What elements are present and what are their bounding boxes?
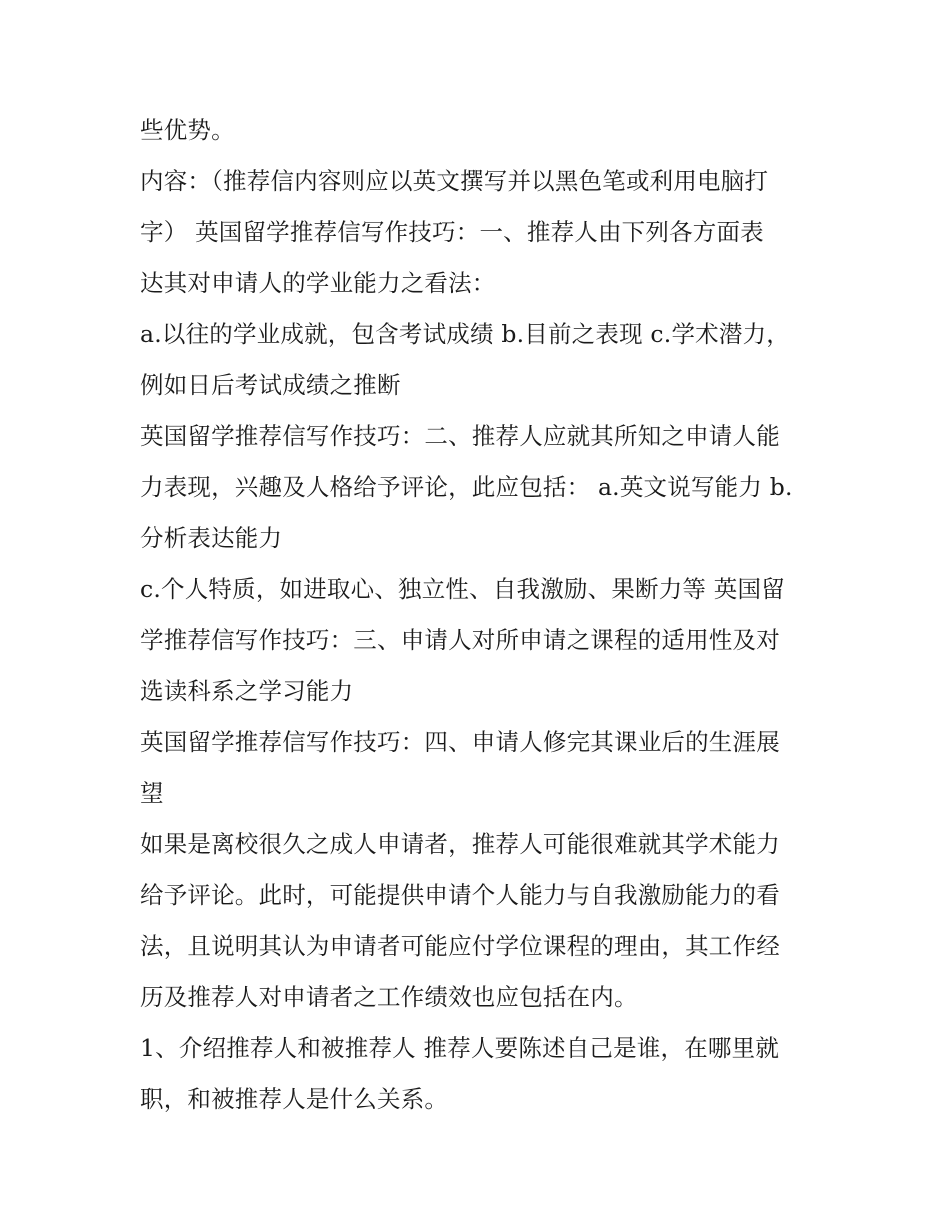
text-line: 英国留学推荐信写作技巧：二、推荐人应就其所知之申请人能: [140, 422, 780, 450]
text-line: 选读科系之学习能力: [140, 677, 354, 705]
text-line: 内容：（推荐信内容则应以英文撰写并以黑色笔或利用电脑打: [140, 167, 769, 195]
text-line: 力表现，兴趣及人格给予评论，此应包括： a.英文说写能力 b.: [140, 473, 793, 501]
text-line: 例如日后考试成绩之推断: [140, 371, 401, 399]
text-line: 学推荐信写作技巧：三、申请人对所申请之课程的适用性及对: [140, 626, 780, 654]
text-line: 分析表达能力: [140, 524, 283, 552]
text-line: 给予评论。此时，可能提供申请个人能力与自我激励能力的看: [140, 881, 780, 909]
text-line: 职，和被推荐人是什么关系。: [140, 1085, 449, 1113]
text-line: 历及推荐人对申请者之工作绩效也应包括在内。: [140, 983, 638, 1011]
document-body: [140, 105, 820, 1125]
text-line: 达其对申请人的学业能力之看法：: [140, 269, 496, 297]
text-line: 望: [140, 779, 164, 807]
text-line: 些优势。: [140, 116, 235, 144]
text-line: 法，且说明其认为申请者可能应付学位课程的理由，其工作经: [140, 932, 780, 960]
text-line: a.以往的学业成就，包含考试成绩 b.目前之表现 c.学术潜力，: [140, 320, 790, 348]
text-line: 如果是离校很久之成人申请者，推荐人可能很难就其学术能力: [140, 830, 780, 858]
text-line: 1、介绍推荐人和被推荐人 推荐人要陈述自己是谁，在哪里就: [140, 1034, 780, 1062]
text-line: 字） 英国留学推荐信写作技巧：一、推荐人由下列各方面表: [140, 218, 764, 246]
text-line: c.个人特质，如进取心、独立性、自我激励、果断力等 英国留: [140, 575, 785, 603]
text-line: 英国留学推荐信写作技巧：四、申请人修完其课业后的生涯展: [140, 728, 780, 756]
